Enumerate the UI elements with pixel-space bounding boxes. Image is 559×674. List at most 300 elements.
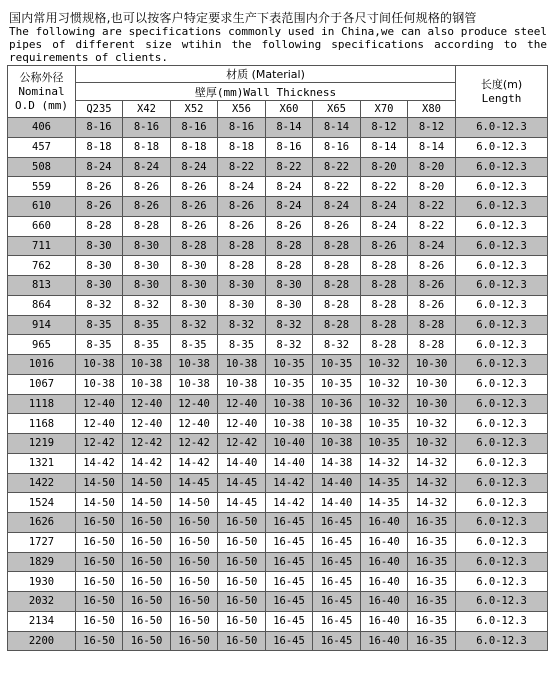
wall-thickness-cell: 8-20 <box>408 157 456 177</box>
intro-english: The following are specifications commonly used in China,we can also produce steel pipes of different size wtihin the following specifications according to the requirements of clients. <box>9 25 547 64</box>
length-cell: 6.0-12.3 <box>456 355 548 375</box>
wall-thickness-cell: 8-16 <box>266 137 313 157</box>
wall-thickness-cell: 8-28 <box>76 216 123 236</box>
wall-thickness-cell: 8-24 <box>408 236 456 256</box>
table-row <box>8 394 548 414</box>
spec-document <box>7 12 547 651</box>
wall-thickness-cell: 8-26 <box>171 216 218 236</box>
table-row <box>8 157 548 177</box>
length-cell: 6.0-12.3 <box>456 236 548 256</box>
wall-thickness-cell: 10-35 <box>266 355 313 375</box>
table-row <box>8 532 548 552</box>
length-cell: 6.0-12.3 <box>456 137 548 157</box>
od-cell: 610 <box>8 197 76 217</box>
wall-thickness-cell: 8-30 <box>123 236 171 256</box>
wall-thickness-cell: 14-50 <box>76 473 123 493</box>
od-cell: 1321 <box>8 453 76 473</box>
od-cell: 2134 <box>8 611 76 631</box>
length-cell: 6.0-12.3 <box>456 335 548 355</box>
wall-thickness-cell: 16-50 <box>218 532 266 552</box>
wall-thickness-cell: 16-40 <box>361 611 408 631</box>
length-cell: 6.0-12.3 <box>456 394 548 414</box>
table-row <box>8 434 548 454</box>
wall-thickness-cell: 12-42 <box>171 434 218 454</box>
wall-thickness-cell: 8-35 <box>123 335 171 355</box>
wall-thickness-cell: 8-26 <box>123 177 171 197</box>
wall-thickness-cell: 8-26 <box>408 295 456 315</box>
table-row <box>8 276 548 296</box>
length-cell: 6.0-12.3 <box>456 276 548 296</box>
wall-thickness-cell: 16-50 <box>123 592 171 612</box>
wall-thickness-cell: 10-38 <box>218 355 266 375</box>
wall-thickness-cell: 8-12 <box>361 118 408 138</box>
wall-thickness-cell: 8-26 <box>266 216 313 236</box>
wall-thickness-cell: 16-50 <box>171 513 218 533</box>
wall-thickness-cell: 16-45 <box>313 532 361 552</box>
od-cell: 711 <box>8 236 76 256</box>
length-header-cn: 长度(m) <box>480 77 523 91</box>
wall-thickness-cell: 16-50 <box>76 572 123 592</box>
length-cell: 6.0-12.3 <box>456 592 548 612</box>
table-row <box>8 552 548 572</box>
table-row <box>8 374 548 394</box>
wall-thickness-cell: 8-28 <box>313 276 361 296</box>
wall-thickness-cell: 8-16 <box>76 118 123 138</box>
wall-thickness-cell: 8-26 <box>361 236 408 256</box>
length-cell: 6.0-12.3 <box>456 374 548 394</box>
wall-thickness-cell: 8-35 <box>218 335 266 355</box>
wall-thickness-cell: 16-50 <box>123 611 171 631</box>
length-cell: 6.0-12.3 <box>456 177 548 197</box>
wall-thickness-cell: 8-22 <box>266 157 313 177</box>
wall-thickness-cell: 16-40 <box>361 631 408 651</box>
wall-thickness-cell: 8-28 <box>361 256 408 276</box>
length-cell: 6.0-12.3 <box>456 631 548 651</box>
wall-thickness-cell: 16-50 <box>171 592 218 612</box>
wall-thickness-cell: 8-26 <box>408 276 456 296</box>
wall-thickness-cell: 16-35 <box>408 631 456 651</box>
wall-thickness-cell: 16-50 <box>218 572 266 592</box>
table-row <box>8 493 548 513</box>
wall-thickness-cell: 8-22 <box>408 216 456 236</box>
wall-thickness-cell: 16-35 <box>408 552 456 572</box>
od-cell: 1067 <box>8 374 76 394</box>
wall-thickness-cell: 12-40 <box>171 394 218 414</box>
wall-thickness-cell: 14-32 <box>408 473 456 493</box>
length-header-en: Length <box>481 91 522 105</box>
grade-header: X52 <box>171 101 218 118</box>
wall-thickness-cell: 12-40 <box>218 414 266 434</box>
wall-thickness-cell: 10-38 <box>171 355 218 375</box>
wall-thickness-cell: 14-50 <box>123 473 171 493</box>
wall-thickness-cell: 10-38 <box>313 434 361 454</box>
wall-thickness-cell: 10-30 <box>408 394 456 414</box>
wall-thickness-cell: 14-42 <box>76 453 123 473</box>
wall-thickness-cell: 8-24 <box>313 197 361 217</box>
wall-thickness-cell: 16-50 <box>171 611 218 631</box>
wall-thickness-cell: 16-35 <box>408 532 456 552</box>
table-row <box>8 414 548 434</box>
wall-thickness-cell: 16-40 <box>361 592 408 612</box>
length-cell: 6.0-12.3 <box>456 434 548 454</box>
wall-thickness-cell: 8-28 <box>266 256 313 276</box>
wall-thickness-cell: 10-35 <box>361 414 408 434</box>
wall-thickness-cell: 8-32 <box>76 295 123 315</box>
wall-thickness-cell: 8-28 <box>361 335 408 355</box>
wall-thickness-cell: 8-28 <box>313 295 361 315</box>
wall-thickness-cell: 16-50 <box>218 611 266 631</box>
length-cell: 6.0-12.3 <box>456 473 548 493</box>
wall-thickness-cell: 16-45 <box>266 552 313 572</box>
wall-thickness-cell: 8-28 <box>361 276 408 296</box>
wall-thickness-cell: 8-30 <box>266 276 313 296</box>
wall-thickness-cell: 8-32 <box>171 315 218 335</box>
wall-thickness-cell: 8-22 <box>361 177 408 197</box>
wall-thickness-cell: 8-16 <box>218 118 266 138</box>
od-cell: 660 <box>8 216 76 236</box>
wall-thickness-cell: 10-32 <box>408 414 456 434</box>
wall-thickness-cell: 8-24 <box>171 157 218 177</box>
wall-thickness-cell: 16-50 <box>218 592 266 612</box>
table-row <box>8 335 548 355</box>
wall-thickness-cell: 14-42 <box>266 493 313 513</box>
wall-thickness-cell: 8-22 <box>408 197 456 217</box>
table-row <box>8 592 548 612</box>
wall-thickness-cell: 12-40 <box>76 414 123 434</box>
wall-thickness-cell: 8-30 <box>123 276 171 296</box>
wall-thickness-cell: 8-26 <box>218 216 266 236</box>
wall-thickness-cell: 16-50 <box>76 513 123 533</box>
wall-thickness-cell: 10-40 <box>266 434 313 454</box>
wall-thickness-cell: 8-26 <box>313 216 361 236</box>
wall-thickness-cell: 16-50 <box>171 572 218 592</box>
wall-thickness-cell: 8-28 <box>171 236 218 256</box>
length-cell: 6.0-12.3 <box>456 157 548 177</box>
length-cell: 6.0-12.3 <box>456 572 548 592</box>
wall-thickness-cell: 8-18 <box>123 137 171 157</box>
wall-thickness-cell: 8-24 <box>361 216 408 236</box>
wall-thickness-cell: 8-28 <box>218 256 266 276</box>
material-header: 材质 (Material) <box>76 66 456 83</box>
wall-thickness-cell: 10-35 <box>361 434 408 454</box>
od-header-cn: 公称外径 <box>19 70 64 84</box>
od-cell: 1930 <box>8 572 76 592</box>
wall-thickness-cell: 16-45 <box>313 631 361 651</box>
wall-thickness-cell: 10-30 <box>408 355 456 375</box>
wall-thickness-cell: 12-40 <box>218 394 266 414</box>
wall-thickness-cell: 10-35 <box>313 374 361 394</box>
wall-thickness-cell: 8-30 <box>266 295 313 315</box>
od-header <box>8 66 76 118</box>
od-cell: 2200 <box>8 631 76 651</box>
od-cell: 1016 <box>8 355 76 375</box>
wall-thickness-cell: 14-42 <box>123 453 171 473</box>
wall-thickness-cell: 16-40 <box>361 572 408 592</box>
wall-thickness-cell: 16-45 <box>266 532 313 552</box>
table-row <box>8 137 548 157</box>
intro-chinese: 国内常用习惯规格,也可以按客户特定要求生产下表范围内介于各尺寸间任何规格的钢管 <box>9 11 477 25</box>
wall-thickness-cell: 14-40 <box>266 453 313 473</box>
wall-thickness-cell: 14-40 <box>218 453 266 473</box>
wall-thickness-cell: 16-45 <box>266 513 313 533</box>
wall-thickness-cell: 8-18 <box>171 137 218 157</box>
length-cell: 6.0-12.3 <box>456 216 548 236</box>
wall-thickness-cell: 8-26 <box>123 197 171 217</box>
wall-thickness-cell: 16-35 <box>408 592 456 612</box>
wall-thickness-cell: 10-38 <box>123 374 171 394</box>
grade-header: Q235 <box>76 101 123 118</box>
wall-thickness-cell: 8-28 <box>313 236 361 256</box>
od-cell: 406 <box>8 118 76 138</box>
wall-thickness-cell: 8-14 <box>408 137 456 157</box>
wall-thickness-cell: 10-36 <box>313 394 361 414</box>
wall-thickness-cell: 16-50 <box>123 631 171 651</box>
table-row <box>8 197 548 217</box>
wall-thickness-cell: 14-40 <box>313 493 361 513</box>
od-cell: 813 <box>8 276 76 296</box>
wall-thickness-cell: 16-45 <box>313 552 361 572</box>
intro-text <box>7 12 547 64</box>
wall-thickness-cell: 8-16 <box>123 118 171 138</box>
wall-thickness-cell: 10-38 <box>218 374 266 394</box>
pipe-spec-table <box>7 65 548 651</box>
wall-thickness-cell: 8-30 <box>218 276 266 296</box>
od-cell: 914 <box>8 315 76 335</box>
wall-thickness-cell: 8-30 <box>171 256 218 276</box>
wall-thickness-cell: 12-42 <box>76 434 123 454</box>
wall-thickness-cell: 16-50 <box>218 631 266 651</box>
wall-thickness-cell: 16-50 <box>76 552 123 572</box>
od-cell: 457 <box>8 137 76 157</box>
wall-thickness-cell: 14-45 <box>218 473 266 493</box>
table-row <box>8 355 548 375</box>
length-cell: 6.0-12.3 <box>456 118 548 138</box>
length-cell: 6.0-12.3 <box>456 493 548 513</box>
wall-thickness-cell: 8-30 <box>171 295 218 315</box>
wall-thickness-cell: 14-32 <box>361 453 408 473</box>
wall-thickness-cell: 8-18 <box>76 137 123 157</box>
table-row <box>8 118 548 138</box>
wall-thickness-cell: 16-50 <box>218 513 266 533</box>
wall-thickness-cell: 8-28 <box>266 236 313 256</box>
wall-thickness-cell: 8-28 <box>408 315 456 335</box>
wall-thickness-cell: 16-45 <box>266 611 313 631</box>
wall-thickness-cell: 8-35 <box>171 335 218 355</box>
wall-thickness-cell: 16-50 <box>76 611 123 631</box>
wall-thickness-cell: 8-22 <box>313 157 361 177</box>
length-cell: 6.0-12.3 <box>456 256 548 276</box>
wall-thickness-cell: 10-38 <box>313 414 361 434</box>
wall-thickness-cell: 16-45 <box>313 592 361 612</box>
wall-thickness-cell: 8-16 <box>171 118 218 138</box>
wall-thickness-cell: 16-45 <box>266 572 313 592</box>
wall-thickness-cell: 10-38 <box>76 374 123 394</box>
wall-thickness-cell: 8-35 <box>76 315 123 335</box>
wall-thickness-cell: 16-40 <box>361 532 408 552</box>
grade-header: X56 <box>218 101 266 118</box>
wall-thickness-cell: 14-40 <box>313 473 361 493</box>
wall-thickness-cell: 16-35 <box>408 513 456 533</box>
wall-thickness-cell: 16-50 <box>123 513 171 533</box>
length-cell: 6.0-12.3 <box>456 513 548 533</box>
wall-thickness-cell: 8-32 <box>313 335 361 355</box>
length-cell: 6.0-12.3 <box>456 295 548 315</box>
wall-thickness-cell: 8-32 <box>218 315 266 335</box>
wall-thickness-cell: 12-40 <box>171 414 218 434</box>
od-header-en1: Nominal <box>18 84 65 98</box>
wall-thickness-cell: 12-42 <box>218 434 266 454</box>
wall-thickness-cell: 8-30 <box>76 236 123 256</box>
wall-thickness-cell: 8-28 <box>361 315 408 335</box>
table-row <box>8 513 548 533</box>
od-cell: 864 <box>8 295 76 315</box>
wall-thickness-cell: 14-45 <box>218 493 266 513</box>
od-cell: 2032 <box>8 592 76 612</box>
od-cell: 1422 <box>8 473 76 493</box>
length-cell: 6.0-12.3 <box>456 315 548 335</box>
wall-thickness-cell: 16-45 <box>313 611 361 631</box>
wall-thickness-cell: 10-38 <box>123 355 171 375</box>
od-cell: 559 <box>8 177 76 197</box>
wall-thickness-cell: 8-30 <box>76 276 123 296</box>
wall-thickness-header: 壁厚(mm)Wall Thickness <box>76 83 456 101</box>
wall-thickness-cell: 8-20 <box>408 177 456 197</box>
wall-thickness-cell: 8-14 <box>266 118 313 138</box>
grade-header: X60 <box>266 101 313 118</box>
length-cell: 6.0-12.3 <box>456 197 548 217</box>
wall-thickness-cell: 10-30 <box>408 374 456 394</box>
wall-thickness-cell: 8-28 <box>123 216 171 236</box>
length-cell: 6.0-12.3 <box>456 552 548 572</box>
wall-thickness-cell: 14-32 <box>408 493 456 513</box>
wall-thickness-cell: 10-38 <box>266 414 313 434</box>
wall-thickness-cell: 8-24 <box>123 157 171 177</box>
od-cell: 1524 <box>8 493 76 513</box>
wall-thickness-cell: 14-42 <box>171 453 218 473</box>
wall-thickness-cell: 8-26 <box>76 197 123 217</box>
wall-thickness-cell: 16-50 <box>218 552 266 572</box>
table-row <box>8 453 548 473</box>
wall-thickness-cell: 16-50 <box>76 631 123 651</box>
grade-header: X65 <box>313 101 361 118</box>
wall-thickness-cell: 8-24 <box>266 177 313 197</box>
grade-header: X42 <box>123 101 171 118</box>
length-cell: 6.0-12.3 <box>456 532 548 552</box>
grade-header: X80 <box>408 101 456 118</box>
table-row <box>8 177 548 197</box>
wall-thickness-cell: 8-26 <box>76 177 123 197</box>
wall-thickness-cell: 8-14 <box>361 137 408 157</box>
wall-thickness-cell: 8-20 <box>361 157 408 177</box>
wall-thickness-cell: 8-18 <box>218 137 266 157</box>
wall-thickness-cell: 16-35 <box>408 572 456 592</box>
wall-thickness-cell: 8-28 <box>218 236 266 256</box>
wall-thickness-cell: 10-32 <box>361 355 408 375</box>
wall-thickness-cell: 10-35 <box>266 374 313 394</box>
wall-thickness-cell: 8-12 <box>408 118 456 138</box>
od-cell: 1727 <box>8 532 76 552</box>
wall-thickness-cell: 8-26 <box>171 177 218 197</box>
od-cell: 1626 <box>8 513 76 533</box>
wall-thickness-cell: 8-14 <box>313 118 361 138</box>
table-row <box>8 572 548 592</box>
wall-thickness-cell: 12-40 <box>76 394 123 414</box>
wall-thickness-cell: 10-38 <box>76 355 123 375</box>
table-row <box>8 631 548 651</box>
wall-thickness-cell: 8-30 <box>171 276 218 296</box>
wall-thickness-cell: 16-50 <box>123 552 171 572</box>
wall-thickness-cell: 8-22 <box>218 157 266 177</box>
wall-thickness-cell: 14-32 <box>408 453 456 473</box>
wall-thickness-cell: 8-24 <box>361 197 408 217</box>
wall-thickness-cell: 16-50 <box>171 532 218 552</box>
wall-thickness-cell: 16-40 <box>361 552 408 572</box>
od-header-en2: O.D (mm) <box>15 98 68 112</box>
wall-thickness-cell: 10-32 <box>408 434 456 454</box>
wall-thickness-cell: 8-30 <box>218 295 266 315</box>
wall-thickness-cell: 8-35 <box>123 315 171 335</box>
wall-thickness-cell: 8-28 <box>313 256 361 276</box>
table-row <box>8 473 548 493</box>
wall-thickness-cell: 8-26 <box>218 197 266 217</box>
wall-thickness-cell: 10-32 <box>361 374 408 394</box>
wall-thickness-cell: 8-35 <box>76 335 123 355</box>
wall-thickness-cell: 16-50 <box>76 592 123 612</box>
wall-thickness-cell: 8-28 <box>313 315 361 335</box>
wall-thickness-cell: 14-50 <box>171 493 218 513</box>
wall-thickness-cell: 8-24 <box>76 157 123 177</box>
length-cell: 6.0-12.3 <box>456 414 548 434</box>
wall-thickness-cell: 12-40 <box>123 414 171 434</box>
wall-thickness-cell: 16-50 <box>123 532 171 552</box>
table-row <box>8 256 548 276</box>
wall-thickness-cell: 16-35 <box>408 611 456 631</box>
grade-header: X70 <box>361 101 408 118</box>
wall-thickness-cell: 8-32 <box>266 315 313 335</box>
wall-thickness-cell: 8-30 <box>123 256 171 276</box>
wall-thickness-cell: 16-40 <box>361 513 408 533</box>
wall-thickness-cell: 10-35 <box>313 355 361 375</box>
table-row <box>8 216 548 236</box>
wall-thickness-cell: 8-32 <box>266 335 313 355</box>
wall-thickness-cell: 16-45 <box>266 631 313 651</box>
wall-thickness-cell: 10-32 <box>361 394 408 414</box>
length-cell: 6.0-12.3 <box>456 453 548 473</box>
wall-thickness-cell: 12-42 <box>123 434 171 454</box>
wall-thickness-cell: 8-26 <box>408 256 456 276</box>
wall-thickness-cell: 14-50 <box>76 493 123 513</box>
wall-thickness-cell: 14-35 <box>361 473 408 493</box>
wall-thickness-cell: 16-45 <box>313 513 361 533</box>
wall-thickness-cell: 16-50 <box>76 532 123 552</box>
spec-rows <box>8 118 548 651</box>
wall-thickness-cell: 8-28 <box>408 335 456 355</box>
wall-thickness-cell: 10-38 <box>266 394 313 414</box>
table-row <box>8 295 548 315</box>
wall-thickness-cell: 14-38 <box>313 453 361 473</box>
wall-thickness-cell: 8-22 <box>313 177 361 197</box>
wall-thickness-cell: 14-35 <box>361 493 408 513</box>
length-cell: 6.0-12.3 <box>456 611 548 631</box>
wall-thickness-cell: 12-40 <box>123 394 171 414</box>
table-row <box>8 611 548 631</box>
wall-thickness-cell: 16-50 <box>171 631 218 651</box>
length-header <box>456 66 548 118</box>
od-cell: 508 <box>8 157 76 177</box>
wall-thickness-cell: 16-50 <box>123 572 171 592</box>
od-cell: 1219 <box>8 434 76 454</box>
wall-thickness-cell: 10-38 <box>171 374 218 394</box>
